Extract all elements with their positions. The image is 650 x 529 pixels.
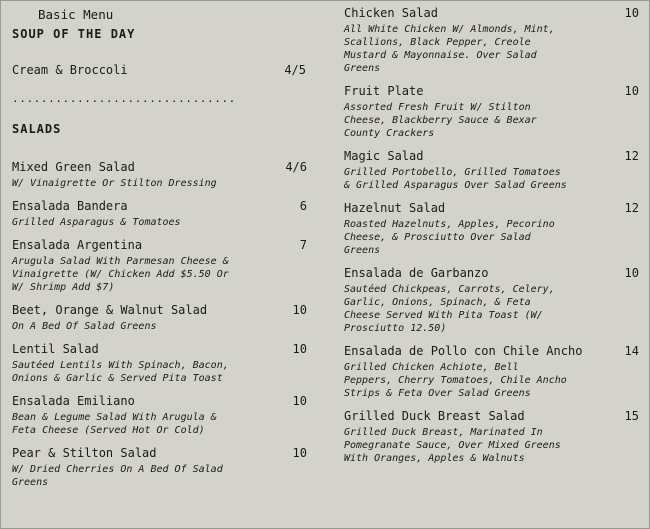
menu-item-name: Fruit Plate [344, 84, 424, 98]
menu-item-name: Pear & Stilton Salad [12, 446, 157, 460]
menu-item-price: 10 [292, 446, 307, 460]
menu-item-description: Arugula Salad With Parmesan Cheese & Vinaigrette (W/ Chicken Add $5.50 Or W/ Shrimp Add $7) [12, 256, 229, 293]
soup-item [12, 63, 308, 77]
menu-item [12, 446, 308, 489]
menu-item-description: On A Bed Of Salad Greens [12, 321, 157, 332]
menu-item [344, 149, 640, 192]
menu-item-name: Magic Salad [344, 149, 424, 163]
menu-item-description: Grilled Asparagus & Tomatoes [12, 217, 181, 228]
menu-item [12, 342, 308, 385]
menu-item-name: Beet, Orange & Walnut Salad [12, 303, 208, 317]
menu-item [12, 303, 308, 333]
menu-item-description: Grilled Chicken Achiote, Bell Peppers, Cherry Tomatoes, Chile Ancho Strips & Feta Over Salad Greens [344, 362, 567, 399]
menu-item [344, 409, 640, 465]
menu-item-description: W/ Dried Cherries On A Bed Of Salad Greens [12, 464, 223, 488]
menu-item-name: Grilled Duck Breast Salad [344, 409, 525, 423]
menu-item-description: Grilled Duck Breast, Marinated In Pomegranate Sauce, Over Mixed Greens With Oranges, Apples & Walnuts [344, 427, 561, 464]
menu-item-price: 10 [624, 84, 639, 98]
menu-item-price: 15 [624, 409, 639, 423]
menu-item-name: Ensalada Emiliano [12, 394, 135, 408]
left-item-list [12, 160, 308, 489]
divider-dots: ............................... [12, 93, 236, 105]
soup-item-name: Cream & Broccoli [12, 63, 128, 77]
menu-item [12, 199, 308, 229]
menu-item-price: 7 [299, 238, 307, 252]
menu-item-price: 4/6 [285, 160, 307, 174]
menu-item-price: 10 [292, 342, 307, 356]
menu-item [344, 201, 640, 257]
menu-item-price: 14 [624, 344, 639, 358]
menu-item [344, 6, 640, 75]
soup-heading: SOUP OF THE DAY [12, 27, 136, 41]
menu-item-description: Sautéed Lentils With Spinach, Bacon, Onions & Garlic & Served Pita Toast [12, 360, 229, 384]
menu-item-price: 10 [292, 394, 307, 408]
menu-item-price: 12 [624, 201, 639, 215]
menu-item [12, 394, 308, 437]
menu-item [344, 266, 640, 335]
menu-item-description: All White Chicken W/ Almonds, Mint, Scallions, Black Pepper, Creole Mustard & Mayonnaise. Over Salad Greens [344, 24, 555, 74]
menu-title: Basic Menu [38, 7, 114, 22]
menu-item-name: Ensalada de Pollo con Chile Ancho [344, 344, 583, 358]
menu-item-price: 10 [292, 303, 307, 317]
menu-item-name: Ensalada de Garbanzo [344, 266, 489, 280]
left-column [12, 1, 308, 489]
menu-item [12, 238, 308, 294]
salads-heading: SALADS [12, 122, 62, 136]
menu-item [12, 160, 308, 190]
menu-item-name: Lentil Salad [12, 342, 99, 356]
menu-item-description: Roasted Hazelnuts, Apples, Pecorino Cheese, & Prosciutto Over Salad Greens [344, 219, 555, 256]
menu-item [344, 344, 640, 400]
menu-item-description: W/ Vinaigrette Or Stilton Dressing [12, 178, 217, 189]
menu-item-description: Grilled Portobello, Grilled Tomatoes & Grilled Asparagus Over Salad Greens [344, 167, 567, 191]
menu-item-price: 10 [624, 266, 639, 280]
menu-item-description: Sautéed Chickpeas, Carrots, Celery, Garlic, Onions, Spinach, & Feta Cheese Served With Pita Toast (W/ Prosciutto 12.50) [344, 284, 555, 334]
menu-item-description: Bean & Legume Salad With Arugula & Feta Cheese (Served Hot Or Cold) [12, 412, 217, 436]
menu-item-price: 6 [299, 199, 307, 213]
soup-item-price: 4/5 [284, 63, 306, 77]
menu-item-name: Hazelnut Salad [344, 201, 446, 215]
menu-item-name: Ensalada Bandera [12, 199, 128, 213]
menu-item-name: Ensalada Argentina [12, 238, 143, 252]
menu-item-name: Mixed Green Salad [12, 160, 135, 174]
menu-item-name: Chicken Salad [344, 6, 438, 20]
menu-item-description: Assorted Fresh Fruit W/ Stilton Cheese, Blackberry Sauce & Bexar County Crackers [344, 102, 537, 139]
menu-item-price: 12 [624, 149, 639, 163]
menu-item [344, 84, 640, 140]
menu-item-price: 10 [624, 6, 639, 20]
right-column [344, 1, 640, 465]
right-item-list [344, 1, 640, 465]
